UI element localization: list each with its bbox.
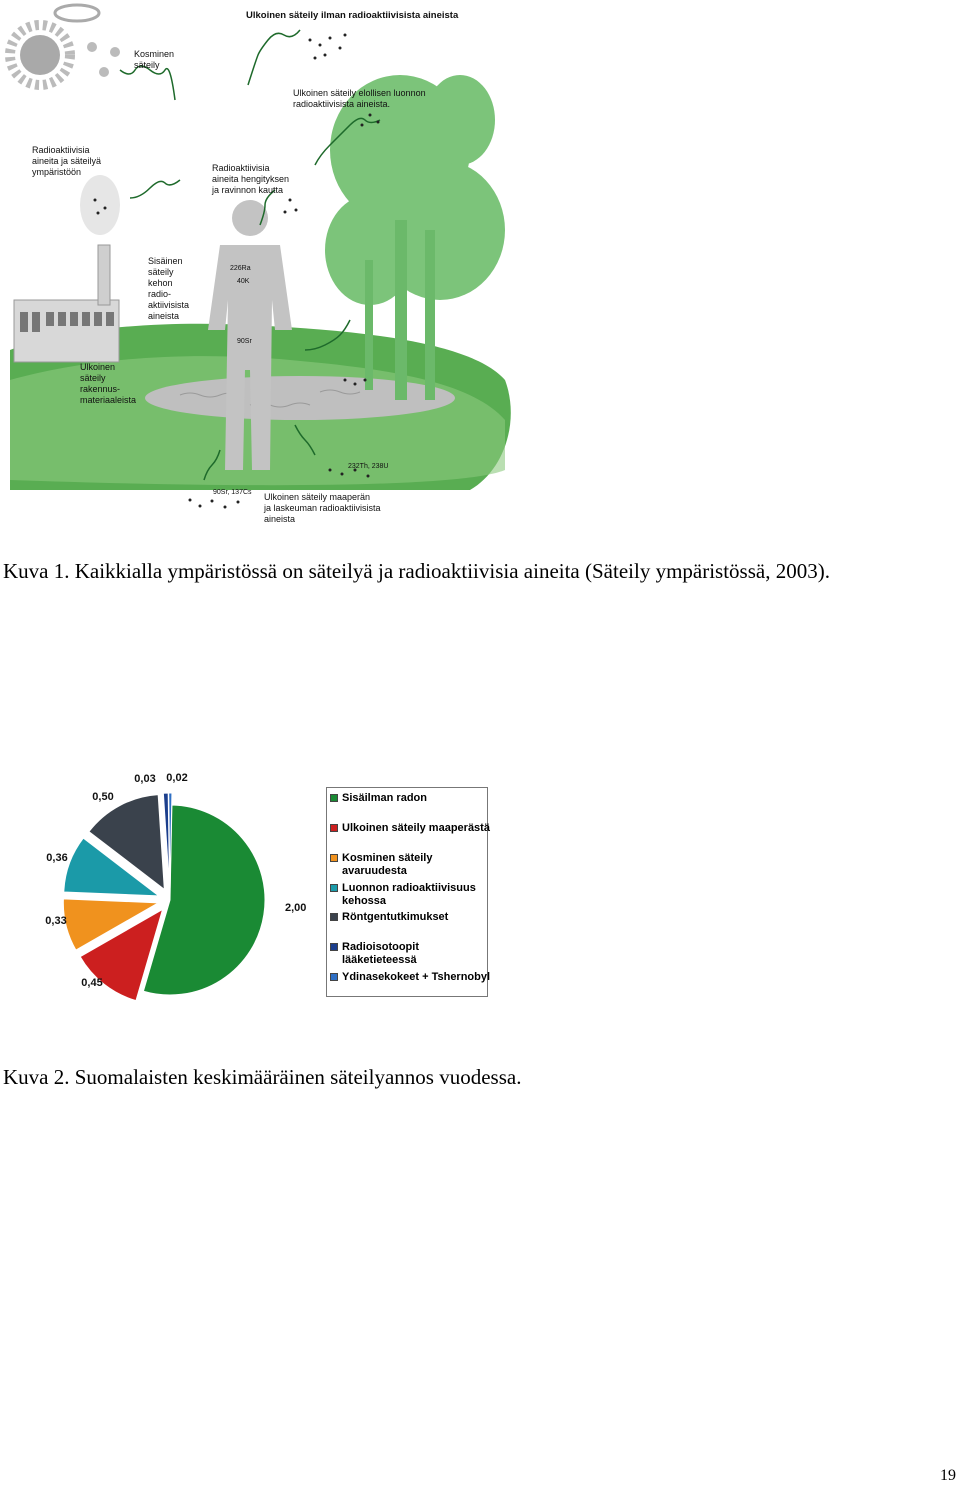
legend-swatch — [330, 913, 338, 921]
galaxy-icon — [55, 5, 99, 21]
label-internal-5: aktiivisista — [148, 300, 190, 310]
legend-item-ground — [330, 822, 492, 835]
legend-swatch — [330, 943, 338, 951]
lake — [145, 376, 455, 420]
figure2-caption: Kuva 2. Suomalaisten keskimääräinen säteilyannos vuodessa. — [3, 1065, 522, 1089]
legend-text: Radioisotoopit lääketieteessä — [342, 941, 419, 966]
legend-item-fallout — [330, 971, 492, 984]
pie-value-label: 0,36 — [46, 852, 68, 864]
legend-swatch — [330, 794, 338, 802]
label-ground-1: Ulkoinen säteily maaperän — [264, 492, 371, 502]
legend-swatch — [330, 824, 338, 832]
legend-swatch — [330, 884, 338, 892]
legend-swatch — [330, 854, 338, 862]
label-industry-1: Radioaktiivisia — [32, 145, 90, 155]
sun-icon — [10, 25, 70, 85]
label-internal-2: säteily — [148, 267, 174, 277]
label-building-4: materiaaleista — [80, 395, 137, 405]
pie-value-label: 0,03 — [134, 773, 156, 785]
label-external-nonradioactive: Ulkoinen säteily ilman radioaktiivisista aineista — [246, 10, 459, 21]
pie-value-label: 0,45 — [81, 977, 103, 989]
legend-item-xray — [330, 911, 492, 924]
label-industry-3: ympäristöön — [32, 167, 82, 177]
label-iso-ra: 226Ra — [230, 265, 251, 272]
legend-item-radon — [330, 792, 492, 805]
label-ground-3: aineista — [264, 514, 296, 524]
label-internal-6: aineista — [148, 311, 180, 321]
pie-value-label: 0,50 — [92, 791, 114, 803]
pie-slice — [143, 805, 265, 995]
pie-value-label: 2,00 — [285, 902, 307, 914]
label-cosmic-2: säteily — [134, 60, 160, 70]
label-iso-thu: 232Th, 238U — [348, 463, 389, 470]
legend-text: Ulkoinen säteily maaperästä — [342, 822, 490, 834]
label-intake-3: ja ravinnon kautta — [212, 185, 284, 195]
legend-text: Luonnon radioaktiivisuus kehossa — [342, 882, 476, 907]
label-internal-4: radio- — [148, 289, 172, 299]
label-building-3: rakennus- — [80, 384, 121, 394]
page-number: 19 — [940, 1467, 956, 1484]
label-living-2: radioaktiivisista aineista. — [293, 99, 391, 109]
label-iso-srcs: 90Sr, 137Cs — [213, 489, 252, 496]
label-internal-1: Sisäinen — [148, 256, 183, 266]
factory-icon — [14, 175, 120, 362]
label-iso-sr: 90Sr — [237, 338, 252, 345]
label-intake-1: Radioaktiivisia — [212, 163, 270, 173]
label-internal-3: kehon — [148, 278, 173, 288]
label-industry-2: aineita ja säteilyä — [32, 156, 102, 166]
label-building-1: Ulkoinen — [80, 362, 116, 372]
legend-item-isotopes — [330, 941, 492, 967]
legend-item-body — [330, 882, 492, 908]
figure1-caption: Kuva 1. Kaikkialla ympäristössä on säteilyä ja radioaktiivisia aineita (Säteily ympäristössä, 2003). — [3, 559, 830, 583]
legend-text: Ydinasekokeet + Tshernobyl — [342, 971, 491, 983]
label-building-2: säteily — [80, 373, 106, 383]
legend-item-cosmic — [330, 852, 492, 878]
label-ground-2: ja laskeuman radioaktiivisista — [264, 503, 381, 513]
pie-value-label: 0,02 — [166, 772, 188, 784]
legend-swatch — [330, 973, 338, 981]
legend-text: Kosminen säteily avaruudesta — [342, 852, 433, 877]
label-iso-k: 40K — [237, 278, 250, 285]
label-cosmic-1: Kosminen — [134, 49, 175, 59]
label-intake-2: aineita hengityksen — [212, 174, 290, 184]
chart-legend — [326, 787, 491, 997]
legend-text: Sisäilman radon — [342, 792, 427, 804]
radiation-environment-illustration — [0, 0, 520, 530]
label-living-1: Ulkoinen säteily elollisen luonnon — [293, 88, 426, 98]
pie-value-label: 0,33 — [45, 915, 67, 927]
legend-text: Röntgentutkimukset — [342, 911, 449, 923]
